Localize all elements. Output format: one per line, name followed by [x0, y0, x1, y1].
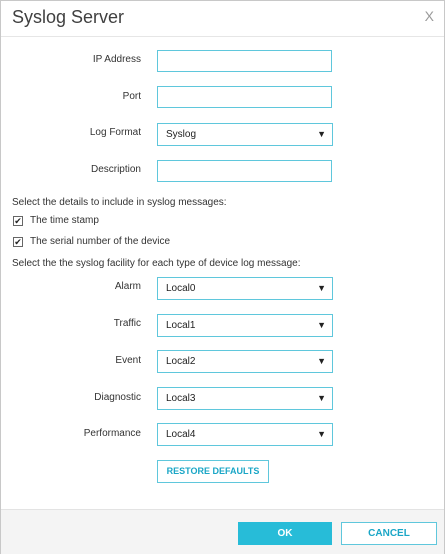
- cancel-button[interactable]: CANCEL: [341, 522, 437, 545]
- traffic-value: Local1: [166, 320, 196, 331]
- log-format-value: Syslog: [166, 129, 197, 140]
- performance-value: Local4: [166, 429, 196, 440]
- chevron-down-icon: ▼: [317, 356, 326, 366]
- details-heading: Select the details to include in syslog messages:: [12, 197, 227, 208]
- performance-select[interactable]: [157, 423, 333, 446]
- event-value: Local2: [166, 356, 196, 367]
- dialog-header: [1, 1, 444, 37]
- facility-heading: Select the the syslog facility for each type of device log message:: [12, 258, 301, 269]
- log-format-label: Log Format: [89, 127, 141, 138]
- alarm-label: Alarm: [114, 281, 141, 292]
- chevron-down-icon: ▼: [317, 429, 326, 439]
- traffic-select[interactable]: [157, 314, 333, 337]
- diagnostic-value: Local3: [166, 393, 196, 404]
- performance-label: Performance: [83, 428, 141, 439]
- checkmark-icon: ✔: [14, 237, 22, 247]
- port-input[interactable]: [157, 86, 332, 108]
- description-label: Description: [90, 164, 141, 175]
- ip-address-label: IP Address: [92, 54, 141, 65]
- dialog-footer: [1, 509, 444, 554]
- ip-address-input[interactable]: [157, 50, 332, 72]
- diagnostic-select[interactable]: [157, 387, 333, 410]
- timestamp-label: The time stamp: [30, 215, 99, 226]
- chevron-down-icon: ▼: [317, 129, 326, 139]
- diagnostic-label: Diagnostic: [94, 392, 141, 403]
- checkmark-icon: ✔: [14, 216, 22, 226]
- alarm-select[interactable]: [157, 277, 333, 300]
- chevron-down-icon: ▼: [317, 283, 326, 293]
- chevron-down-icon: ▼: [317, 320, 326, 330]
- dialog-title: Syslog Server: [12, 7, 125, 27]
- ok-button[interactable]: OK: [238, 522, 332, 545]
- event-select[interactable]: [157, 350, 333, 373]
- restore-defaults-button[interactable]: RESTORE DEFAULTS: [157, 460, 269, 483]
- serial-checkbox[interactable]: [13, 237, 23, 247]
- timestamp-checkbox[interactable]: [13, 216, 23, 226]
- log-format-select[interactable]: [157, 123, 333, 146]
- traffic-label: Traffic: [113, 318, 141, 329]
- event-label: Event: [115, 355, 141, 366]
- alarm-value: Local0: [166, 283, 196, 294]
- serial-label: The serial number of the device: [30, 236, 171, 247]
- close-icon[interactable]: X: [424, 8, 434, 24]
- chevron-down-icon: ▼: [317, 393, 326, 403]
- description-input[interactable]: [157, 160, 332, 182]
- port-label: Port: [122, 91, 141, 102]
